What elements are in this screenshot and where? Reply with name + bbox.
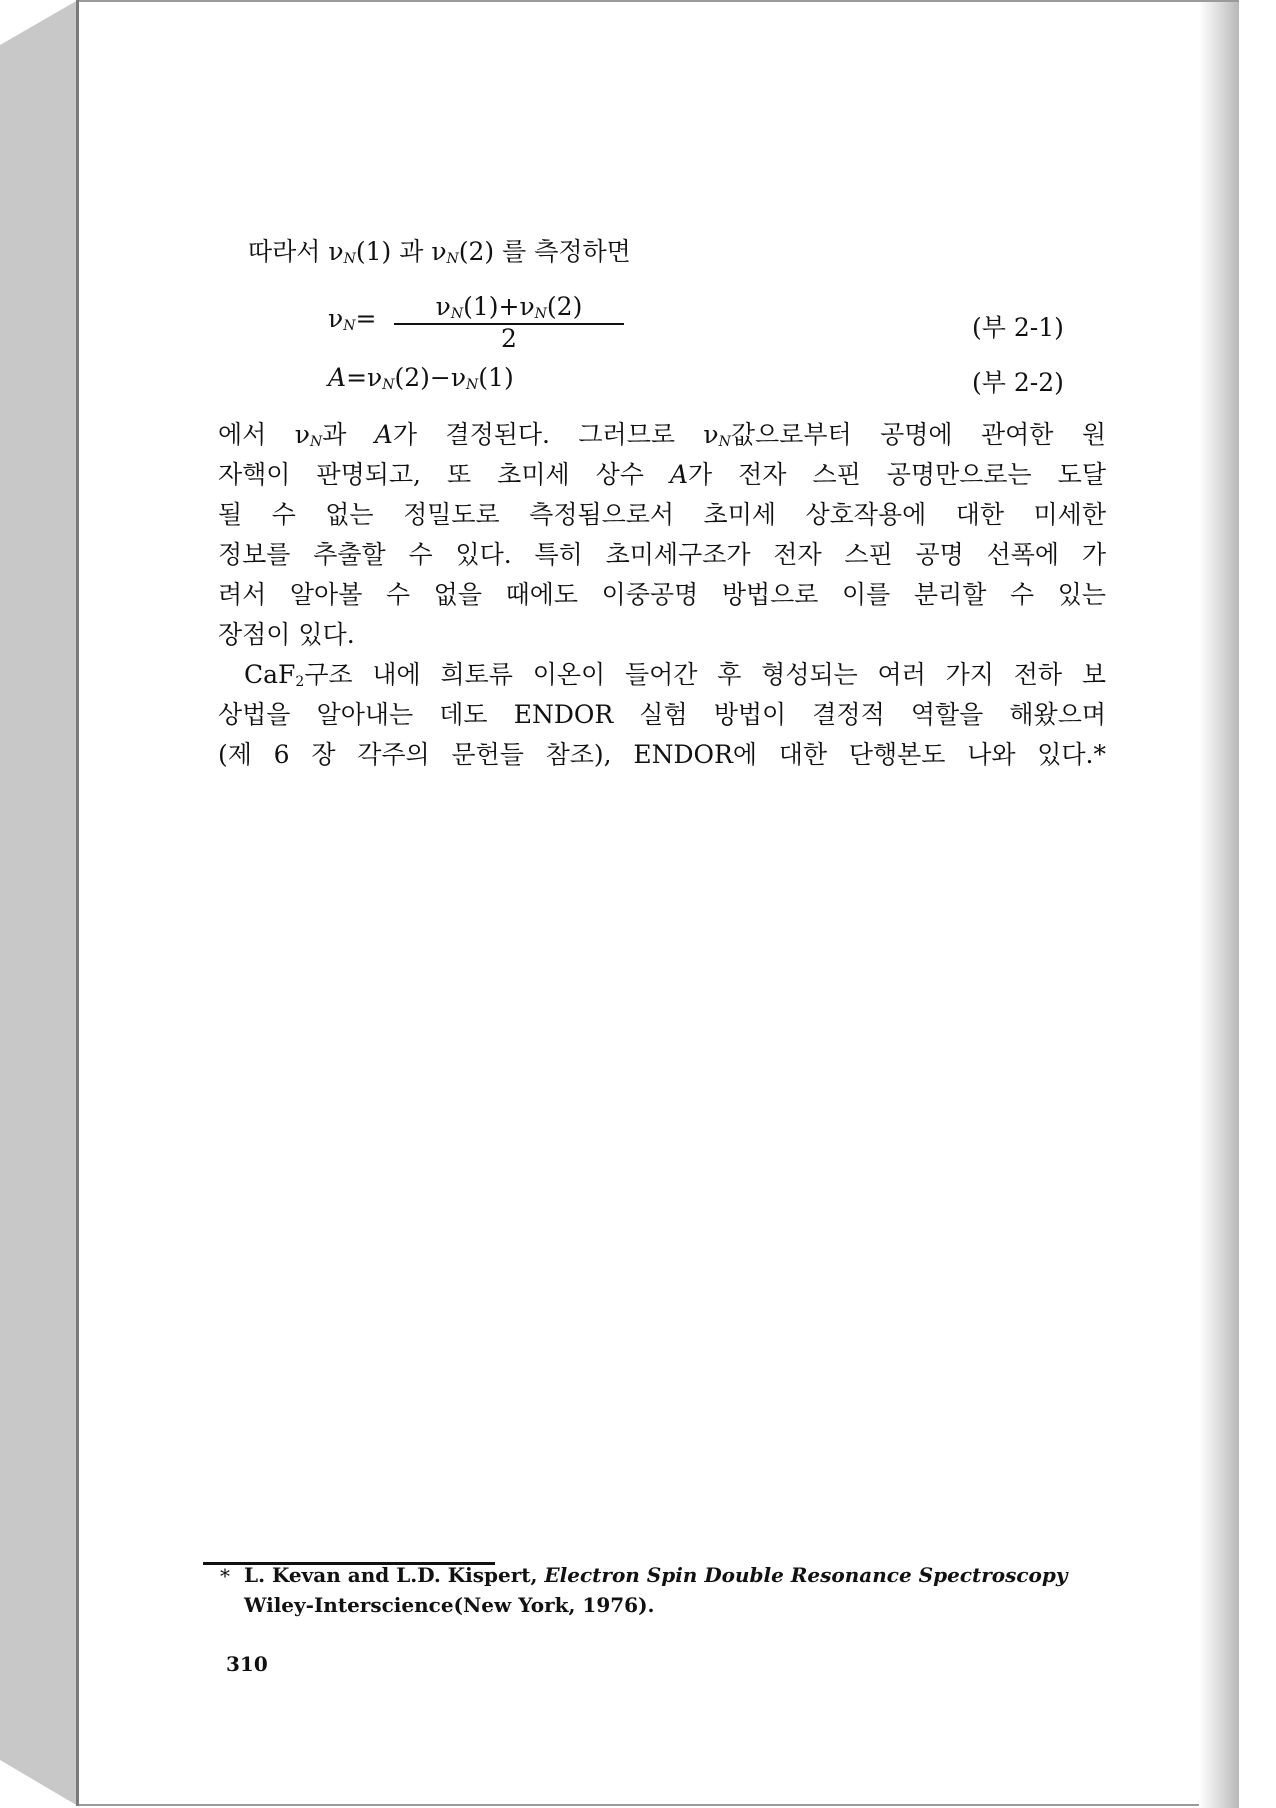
equation-1-lhs: $\nu_N=$: [328, 304, 377, 334]
equation-1-number: (부 2-1): [972, 313, 1064, 342]
paragraph-2-line: (제 6 장 각주의 문헌들 참조), ENDOR에 대한 단행본도 나와 있다.*: [218, 740, 1106, 769]
paragraph-1: [218, 415, 1106, 655]
footnote-title: Electron Spin Double Resonance Spectroscopy: [544, 1563, 1068, 1587]
paragraph-1-line: 정보를 추출할 수 있다. 특히 초미세구조가 전자 스핀 공명 선폭에 가: [218, 540, 1106, 569]
page-number: 310: [226, 1652, 268, 1676]
paragraph-2: [218, 655, 1106, 775]
equation-2: $A=\nu_N(2)-\nu_N(1)$: [328, 363, 514, 393]
footnote-line-1: L. Kevan and L.D. Kispert, Electron Spin Double Resonance Spectroscopy: [244, 1563, 1068, 1587]
book-spine: [0, 0, 78, 1806]
equation-2-number: (부 2-2): [972, 368, 1064, 397]
fraction-denominator: 2: [501, 324, 517, 353]
footnote-mark: *: [220, 1564, 230, 1588]
equation-1-fraction: [394, 292, 624, 353]
page-edge-shadow: [1199, 2, 1239, 1808]
paragraph-1-line: 에서 $\nu_N$과 A가 결정된다. 그러므로 $\nu_N$값으로부터 공명에 관여한 원: [218, 420, 1106, 450]
paragraph-2-line: 상법을 알아내는 데도 ENDOR 실험 방법이 결정적 역할을 해왔으며: [218, 700, 1106, 729]
paragraph-1-line: 장점이 있다.: [218, 620, 355, 649]
paragraph-1-line: 려서 알아볼 수 없을 때에도 이중공명 방법으로 이를 분리할 수 있는: [218, 580, 1106, 609]
paragraph-1-line: 자핵이 판명되고, 또 초미세 상수 A가 전자 스핀 공명만으로는 도달: [218, 460, 1106, 489]
footnote-publisher: Wiley-Interscience(New York, 1976).: [244, 1593, 655, 1617]
intro-line: 따라서 $\nu_N(1)$ 과 $\nu_N(2)$ 를 측정하면: [248, 237, 631, 267]
footnote: [222, 1560, 1068, 1620]
fraction-numerator: $\nu_N(1)+\nu_N(2)$: [394, 292, 624, 325]
paragraph-1-line: 될 수 없는 정밀도로 측정됨으로서 초미세 상호작용에 대한 미세한: [218, 500, 1106, 529]
paragraph-2-line: CaF$_2$구조 내에 희토류 이온이 들어간 후 형성되는 여러 가지 전하 보: [244, 660, 1106, 690]
